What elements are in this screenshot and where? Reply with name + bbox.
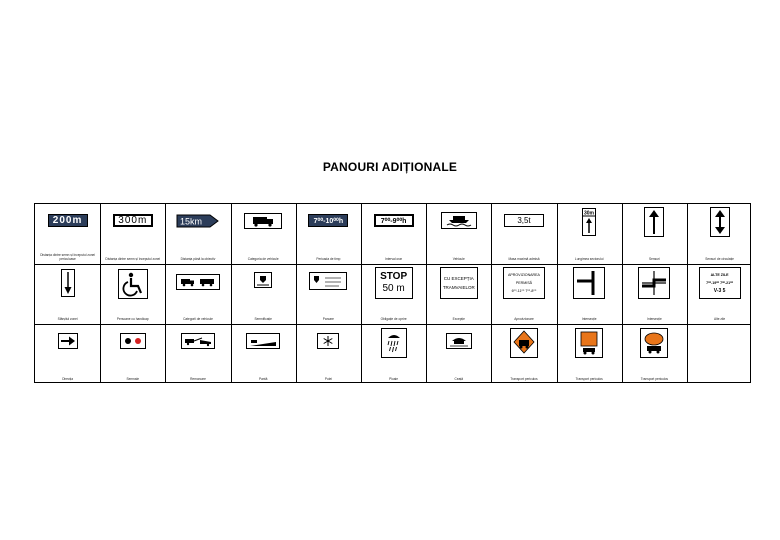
plate-text: ALTE ZILE (710, 273, 729, 277)
distance-plate-200m (48, 214, 88, 227)
sign-cell (491, 324, 556, 384)
sign-caption: Vehicule (452, 257, 465, 261)
sign-caption: Transport periculos (575, 377, 603, 381)
sign-caption: Distanța până la obiectiv (180, 257, 216, 261)
sign-caption: Semnale (126, 377, 140, 381)
page-title: PANOURI ADIȚIONALE (322, 160, 458, 174)
direction-distance-arrow-icon (176, 214, 220, 228)
plate-text: 7⁰⁰-9⁰⁰h (380, 217, 407, 225)
exception-plate (440, 267, 478, 299)
time-plate (308, 214, 348, 227)
truck-icon (244, 213, 282, 229)
down-arrow-icon (61, 269, 75, 297)
sign-caption: Distanța dintre semn și începutul zonei periculoase (40, 253, 95, 261)
sign-cell (557, 264, 622, 324)
sign-cell (557, 324, 622, 384)
sign-caption: Interval orar (385, 257, 403, 261)
plate-text: CU EXCEPȚIA (443, 276, 474, 281)
plate-text: 7⁰⁰-19⁰⁰ 7⁰⁰-21⁰⁰ (706, 281, 734, 285)
sign-cell (100, 324, 165, 384)
ferry-icon (441, 212, 477, 229)
plate-text: 300m (118, 215, 148, 226)
sign-caption: Ploaie (389, 377, 399, 381)
tow-truck-icon (181, 333, 215, 349)
sign-cell (622, 324, 687, 384)
sign-caption: Categorii de vehicule (183, 317, 213, 321)
sign-cell (491, 264, 556, 324)
sign-cell (426, 324, 491, 384)
sign-cell (100, 264, 165, 324)
sign-cell (231, 204, 296, 264)
stop-50m-plate (375, 267, 413, 299)
distance-plate-300m (113, 214, 153, 227)
weight-plate (504, 214, 544, 227)
sign-cell (35, 324, 100, 384)
plate-text: 50 m (382, 283, 405, 294)
sign-cell (296, 264, 361, 324)
sign-cell (622, 204, 687, 264)
plate-text: 7⁰⁰-10⁰⁰h (313, 217, 344, 225)
sign-cell (426, 264, 491, 324)
t-intersection-icon (573, 267, 605, 299)
sign-cell-empty (687, 324, 752, 384)
plate-text: 15km (179, 216, 202, 227)
sign-cell (165, 264, 230, 324)
snowflake-icon (317, 333, 339, 349)
tanker-icon (640, 328, 668, 358)
slope-icon (246, 333, 280, 349)
sign-caption: Ceață (454, 377, 464, 381)
sign-caption: Direcția (62, 377, 73, 381)
fog-car-icon (446, 333, 472, 349)
sign-caption: Masa maximă admisă (508, 257, 540, 261)
sign-caption: Categoria de vehicule (247, 257, 279, 261)
plate-text: 200m (52, 215, 83, 226)
sign-cell (35, 264, 100, 324)
sign-caption: Remorcare (190, 377, 206, 381)
sign-caption: Semnificație (254, 317, 272, 321)
sign-cell (557, 204, 622, 264)
time-plate (374, 214, 414, 227)
plate-text: 3,5t (517, 216, 531, 225)
plate-text: 30m (584, 210, 595, 217)
plate-text: V-3 5 (713, 288, 726, 294)
sign-caption: Intersecție (581, 317, 597, 321)
plate-text: STOP (380, 271, 408, 282)
sign-caption: Parcare (322, 317, 334, 321)
sign-cell (296, 324, 361, 384)
sign-caption: Perioada de timp (316, 257, 341, 261)
sign-caption: Distanța dintre semn și începutul zonei (105, 257, 161, 261)
other-days-plate (699, 267, 741, 299)
plate-text: APROVIZIONAREA (508, 273, 540, 277)
sign-cell (491, 204, 556, 264)
rain-icon (381, 328, 407, 358)
dangerous-goods-truck-icon (575, 328, 603, 358)
sign-panel-grid (34, 203, 751, 383)
sign-caption: Lungimea sectorului (574, 257, 604, 261)
sign-caption: Intersecție (647, 317, 662, 321)
parking-symbol-icon (254, 272, 272, 288)
traffic-signal-lights-icon (120, 333, 146, 349)
sign-caption: Pantă (259, 377, 268, 381)
sign-cell (231, 264, 296, 324)
sign-cell (361, 264, 426, 324)
sign-cell (361, 324, 426, 384)
sign-cell (35, 204, 100, 264)
plate-text: 6⁰⁰-11⁰⁰ 7⁰⁰-8⁰⁰ (511, 289, 537, 293)
right-arrow-icon (58, 333, 78, 349)
crossroad-priority-icon (638, 267, 670, 299)
sign-caption: Aprovizionare (514, 317, 534, 321)
sign-cell (231, 324, 296, 384)
sign-cell (100, 204, 165, 264)
sign-cell (622, 264, 687, 324)
sign-cell (426, 204, 491, 264)
parking-plate-icon (309, 272, 347, 290)
sign-caption: Sensuri (648, 257, 660, 261)
sign-cell (361, 204, 426, 264)
sign-cell (165, 204, 230, 264)
sign-cell (687, 264, 752, 324)
wheelchair-icon (118, 269, 148, 299)
sign-caption: Transport periculos (640, 377, 668, 381)
up-arrow-icon (644, 207, 664, 237)
sign-caption: Excepție (452, 317, 465, 321)
sign-caption: Polei (324, 377, 332, 381)
sign-caption: Sensuri de circulație (705, 257, 734, 261)
supply-permitted-plate (503, 267, 545, 299)
dangerous-goods-car-icon (510, 328, 538, 358)
plate-text: TRAMVAIELOR (442, 285, 475, 290)
sign-caption: Sfârșitul zonei (57, 317, 78, 321)
sign-caption: Transport periculos (510, 377, 538, 381)
sign-caption: Alte zile (714, 317, 726, 321)
sign-caption: Obligație de oprire (380, 317, 407, 321)
up-down-arrow-icon (710, 207, 730, 237)
vehicles-icon (176, 274, 220, 290)
sign-cell (165, 324, 230, 384)
sign-cell (296, 204, 361, 264)
sign-caption: Persoane cu handicap (116, 317, 149, 321)
plate-text: PERMISĂ (515, 281, 533, 285)
length-arrow-icon (582, 208, 596, 236)
sign-cell (687, 204, 752, 264)
